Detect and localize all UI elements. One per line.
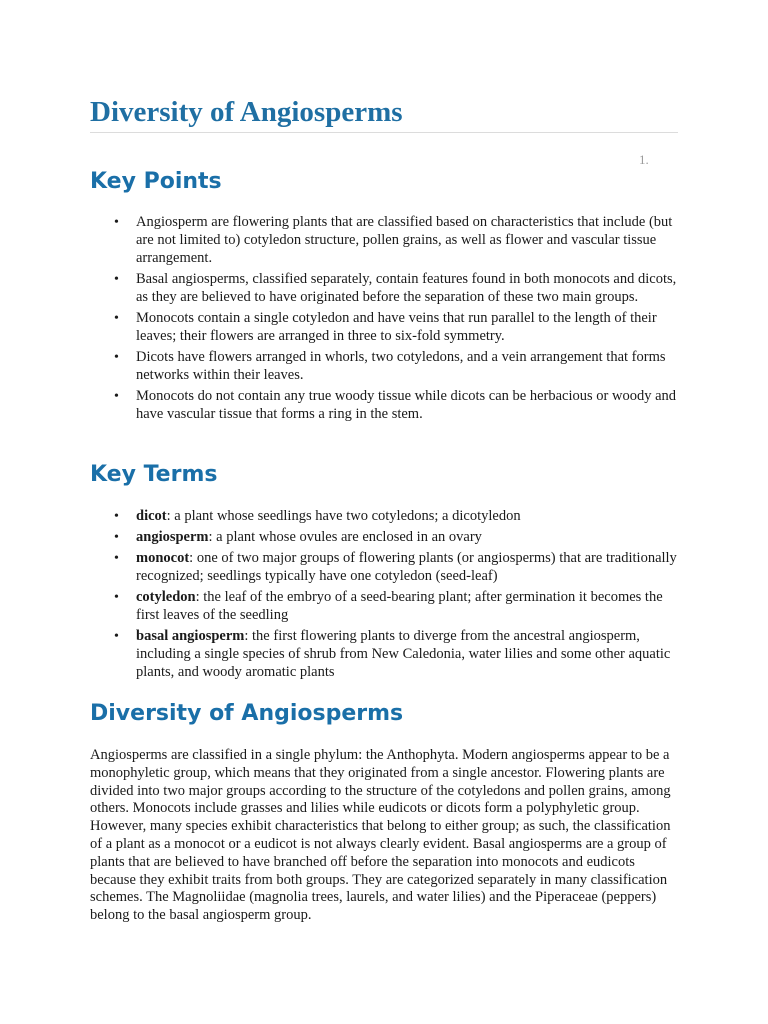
diversity-paragraph: Angiosperms are classified in a single phylum: the Anthophyta. Modern angiosperms appear to be a monophyletic group, which means that they originated from a single ancestor. Flowering plants are divided into two major groups according to the structure of the cotyledons and pollen grains, among others. Monocots include grasses and lilies while eudicots or dicots form a polyphyletic group. However, many species exhibit characteristics that belong to either group; as such, the classification of a plant as a monocot or a eudicot is not always clearly evident. Basal angiosperms are a group of plants that are believed to have branched off before the separation into monocots and eudicots because they exhibit traits from both groups. They are categorized separately in many classification schemes. The Magnoliidae (magnolia trees, laurels, and water lilies) and the Piperaceae (peppers) belong to the basal angiosperm group. (90, 747, 671, 924)
bullet-icon: • (114, 629, 119, 645)
key-term-name: basal angiosperm (136, 628, 245, 645)
key-term-definition: : a plant whose seedlings have two cotyledons; a dicotyledon (166, 508, 521, 524)
bullet-icon: • (114, 530, 119, 546)
key-point-item (90, 349, 678, 385)
key-points-heading: Key Points (90, 169, 222, 194)
page-number: 1. (639, 152, 649, 167)
bullet-icon: • (114, 310, 119, 326)
key-point-item (90, 388, 678, 424)
key-terms-heading: Key Terms (90, 462, 218, 487)
key-terms-list (90, 508, 678, 685)
title-divider (90, 132, 678, 133)
key-point-text: Monocots contain a single cotyledon and have veins that run parallel to the length of their leaves; their flowers are arranged in three to six-fold symmetry. (136, 309, 657, 344)
key-point-item (90, 271, 678, 307)
key-term-item (90, 508, 678, 526)
key-term-definition: : the leaf of the embryo of a seed-bearing plant; after germination it becomes the first leaves of the seedling (136, 589, 663, 624)
key-term-name: angiosperm (136, 529, 209, 546)
key-points-list (90, 214, 678, 427)
bullet-icon: • (114, 388, 119, 404)
key-term-name: cotyledon (136, 589, 196, 606)
key-term-item (90, 589, 678, 625)
bullet-icon: • (114, 509, 119, 524)
key-point-text: Dicots have flowers arranged in whorls, two cotyledons, and a vein arrangement that forms networks within their leaves. (136, 348, 666, 383)
key-point-item (90, 214, 678, 267)
bullet-icon: • (114, 215, 119, 230)
key-term-name: dicot (136, 508, 167, 524)
key-term-definition: : the first flowering plants to diverge from the ancestral angiosperm, including a single species of shrub from New Caledonia, water lilies and some other aquatic plants, and woody aromatic plants (136, 628, 671, 680)
bullet-icon: • (114, 271, 119, 287)
key-point-item (90, 310, 678, 346)
document-title: Diversity of Angiosperms (90, 96, 403, 128)
key-term-item (90, 550, 678, 586)
key-point-text: Monocots do not contain any true woody tissue while dicots can be herbacious or woody and have vascular tissue that forms a ring in the stem. (136, 387, 677, 422)
bullet-icon: • (114, 590, 119, 606)
bullet-icon: • (114, 349, 119, 365)
key-term-definition: : one of two major groups of flowering plants (or angiosperms) that are traditionally recognized; seedlings typically have one cotyledon (seed-leaf) (136, 550, 677, 585)
key-term-name: monocot (136, 550, 190, 567)
bullet-icon: • (114, 551, 119, 567)
diversity-heading: Diversity of Angiosperms (90, 701, 404, 726)
key-term-item (90, 628, 678, 681)
key-term-definition: : a plant whose ovules are enclosed in an ovary (208, 529, 482, 546)
key-point-text: Basal angiosperms, classified separately, contain features found in both monocots and dicots, as they are believed to have originated before the separation of these two main groups. (136, 270, 677, 305)
key-term-item (90, 529, 678, 547)
key-point-text: Angiosperm are flowering plants that are classified based on characteristics that include (but are not limited to) cotyledon structure, pollen grains, as well as flower and vascular tissue arrangement. (136, 214, 673, 266)
